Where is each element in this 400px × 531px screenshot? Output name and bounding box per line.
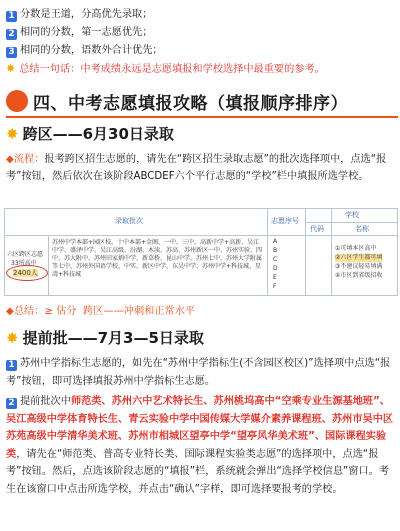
header-batch: 录取批次 bbox=[115, 217, 143, 225]
summary-text: 中考成绩永远是志愿填报和学校选择中最重要的参考。 bbox=[80, 64, 325, 75]
order-c: C bbox=[273, 256, 278, 263]
cross-district-heading: ✸ 跨区——6月30日录取 bbox=[6, 125, 174, 143]
batch-name: 六区跨区志愿 bbox=[7, 251, 44, 258]
header-order: 志愿序号 bbox=[271, 217, 299, 225]
section-title-text: 四、中考志愿填报攻略（填报顺序排序） bbox=[33, 94, 348, 114]
early-p2-highlight: 师范类、苏州六中艺术特长生、苏州桃坞高中“空乘专业生源基地班”、吴江高级中学体育特长生、青云实验中学中国传媒大学媒介素养课程班、苏州市吴中区苏苑高级中学清华美术班、苏州市相城区望亭中学“望亭风华美术班”、国际课程实验类 bbox=[6, 396, 394, 460]
orange-dot-icon bbox=[6, 90, 28, 112]
diamond-icon: ◆ bbox=[6, 306, 14, 317]
rule-text: 分数是王道，分高优先录取； bbox=[20, 9, 153, 20]
early-p2-a: 提前批次中 bbox=[20, 396, 71, 407]
number-badge: 2 bbox=[6, 398, 17, 409]
summary-end: 冲刺和正常水平 bbox=[123, 306, 196, 317]
rule-item bbox=[6, 8, 325, 22]
early-p1-text: 苏州中学指标生志愿的，如先在“苏州中学指标生(不含园区校区)”选择项中点选“报考”按钮，即可选择填报苏州中学指标生志愿。 bbox=[6, 358, 391, 387]
sparkle-icon: ✸ bbox=[6, 125, 19, 143]
summary-line bbox=[6, 62, 325, 77]
summary-label: 总结： bbox=[13, 306, 45, 317]
order-e: E bbox=[273, 274, 277, 281]
section-title bbox=[6, 88, 398, 118]
rule-text: 相同的分数，第一志愿优先； bbox=[20, 27, 153, 38]
sparkle-icon: ✸ bbox=[6, 329, 19, 347]
batch-sub: 33所高中 bbox=[11, 260, 37, 267]
early-paragraph-1 bbox=[6, 355, 396, 390]
school-name-note: ③不建议轻易填满 bbox=[335, 263, 383, 270]
batch-count: 2400人 bbox=[13, 269, 38, 277]
sparkle-icon: ✸ bbox=[6, 62, 16, 75]
school-name-note: ①可填本区高中 bbox=[335, 245, 377, 252]
order-b: B bbox=[273, 247, 278, 254]
batch-schools: 苏州中学本部+园区校、十中本部+金阁、一中、三中、高新中学+高新、吴江中学、盛泽中学、吴江高级、汾湖、木渎、苏高、苏州新区一中、苏州实验、四中、苏大附中、苏州田家炳中学、新草桥、昆山中学、苏州七中、苏州大学附属等七中、苏州外国语学校、中实、新区中学、东吴中学、苏州中学+科技城、星湾+科技城 bbox=[52, 239, 263, 278]
rule-item bbox=[6, 26, 325, 40]
number-badge: 3 bbox=[6, 47, 17, 58]
school-name-note: ②六区学生都可填 bbox=[335, 254, 383, 261]
order-a: A bbox=[273, 238, 278, 245]
number-badge: 1 bbox=[6, 11, 17, 22]
summary-mid: 跨区—— bbox=[83, 306, 124, 317]
early-paragraph-2 bbox=[6, 393, 396, 498]
highlight-circle bbox=[6, 265, 48, 281]
flow-text: 报考跨区招生志愿的，请先在“跨区招生录取志愿”的批次选择项中，点选“报考”按钮，然后依次在该阶段ABCDEF六个平行志愿的“学校”栏中填报所选学校。 bbox=[6, 154, 387, 182]
order-f: F bbox=[273, 283, 277, 290]
early-p2-b: ，请先在“师范类、普高专业特长类、国际课程实验类志愿”的选择项中，点选“报考”按钮。然后，点选该阶段志愿的“填报”栏，系统就会弹出“选择学校信息”窗口。考生在该窗口中点击所选学校，并点击“确认”字样，即可选择要报考的学校。 bbox=[6, 448, 389, 495]
number-badge: 1 bbox=[6, 360, 17, 371]
header-code: 代码 bbox=[310, 225, 324, 233]
header-school: 学校 bbox=[345, 211, 359, 219]
number-badge: 2 bbox=[6, 29, 17, 40]
rule-item bbox=[6, 44, 325, 58]
flow-label: 流程： bbox=[13, 154, 45, 165]
early-batch-heading: ✸ 提前批——7月3—5日录取 bbox=[6, 329, 204, 347]
cross-summary bbox=[6, 303, 396, 320]
summary-label: 总结一句话： bbox=[19, 64, 81, 75]
rule-text: 相同的分数，语数外合计优先； bbox=[20, 45, 163, 56]
header-name: 名称 bbox=[355, 225, 369, 233]
summary-ge: ≥ 估分 bbox=[44, 306, 77, 317]
school-name-note: ④市区到省级招收 bbox=[335, 272, 383, 279]
diamond-icon: ◆ bbox=[6, 154, 14, 165]
application-form-table bbox=[4, 208, 398, 296]
cross-flow bbox=[6, 151, 396, 185]
rules-list bbox=[6, 8, 325, 77]
order-d: D bbox=[273, 265, 278, 272]
